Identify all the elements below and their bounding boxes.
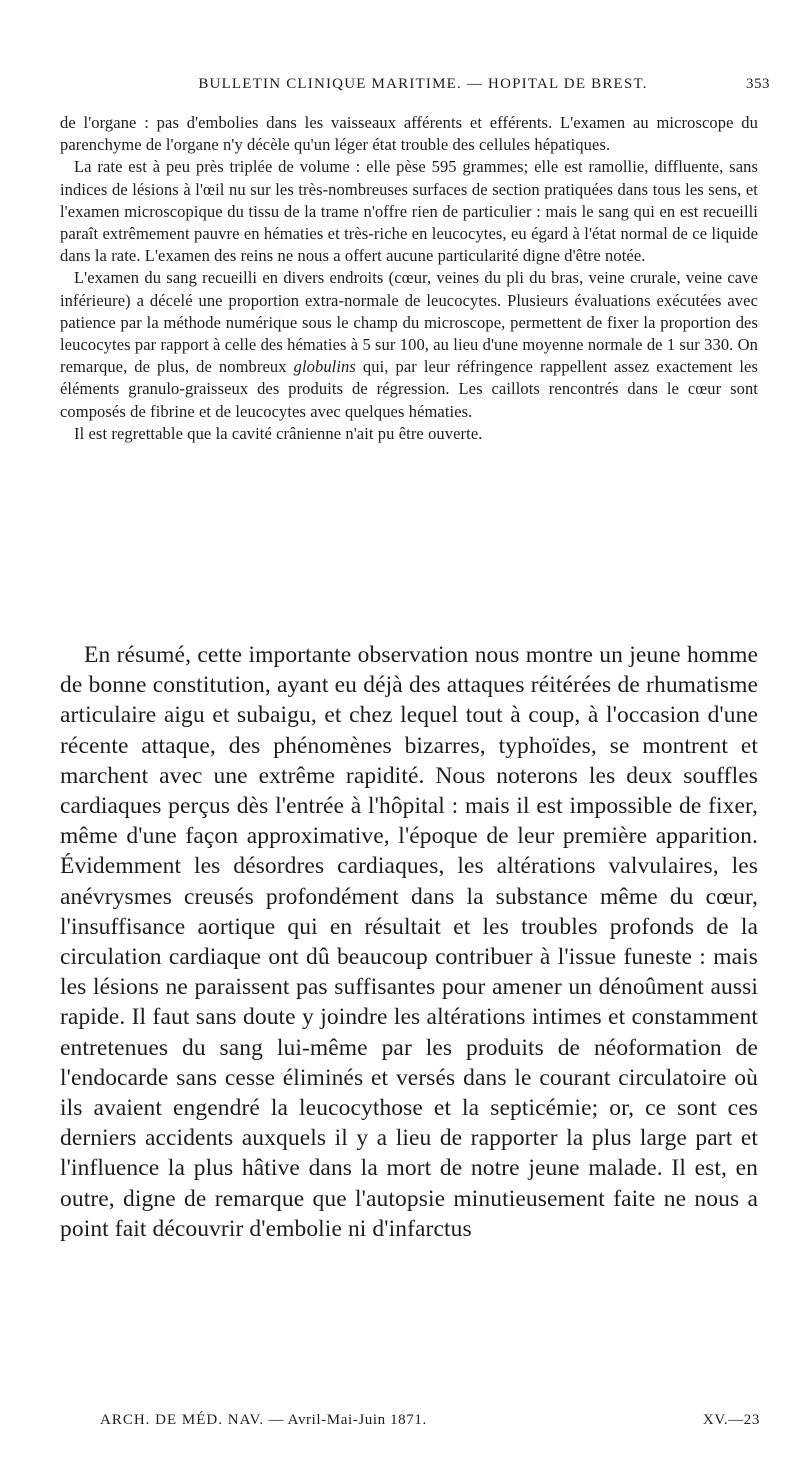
paragraph-liver: de l'organe : pas d'embolies dans les vaisseaux afférents et efférents. L'examen au microscope du parenchyme de l'organe n'y décèle qu'un léger état trouble des cellules hépatiques.	[60, 113, 758, 155]
summary-section	[60, 640, 758, 1244]
paragraph-blood	[60, 267, 758, 422]
paragraph-summary: En résumé, cette importante observation nous montre un jeune homme de bonne constitution, ayant eu déjà des attaques réitérées de rhumatisme articulaire aigu et subaigu, et chez lequel tout à coup, à l'occasion d'une récente attaque, des phénomènes bizarres, typhoïdes, se montrent et marchent avec une extrême rapidité. Nous noterons les deux souffles cardiaques perçus dès l'entrée à l'hôpital : mais il est impossible de fixer, même d'une façon approximative, l'époque de leur première apparition. Évidemment les désordres cardiaques, les altérations valvulaires, les anévrysmes creusés profondément dans la substance même du cœur, l'insuffisance aortique qui en résultait et les troubles profonds de la circulation cardiaque ont dû beaucoup contribuer à l'issue funeste : mais les lésions ne paraissent pas suffisantes pour amener un dénoûment aussi rapide. Il faut sans doute y joindre les altérations intimes et constamment entretenues du sang lui-même par les produits de néoformation de l'endocarde sans cesse éliminés et versés dans le courant circulatoire où ils avaient engendré la leucocythose et la septicémie; or, ce sont ces derniers accidents auxquels il y a lieu de rapporter la plus large part et l'influence la plus hâtive dans la mort de notre jeune malade. Il est, en outre, digne de remarque que l'autopsie minutieusement faite ne nous a point fait découvrir d'embolie ni d'infarctus	[60, 642, 758, 1242]
paragraph-blood-italic: globulins	[293, 357, 356, 377]
page-footer	[100, 1412, 760, 1429]
footer-signature: XV.—23	[702, 1412, 760, 1428]
paragraph-skull: Il est regrettable que la cavité crânienne n'ait pu être ouverte.	[74, 423, 483, 443]
footer-citation	[100, 1412, 427, 1429]
footer-journal: ARCH. DE MÉD. NAV.	[100, 1412, 265, 1428]
running-title: BULLETIN CLINIQUE MARITIME. — HOPITAL DE BREST.	[198, 76, 648, 92]
small-print-section	[60, 112, 758, 445]
paragraph-spleen: La rate est à peu près triplée de volume : elle pèse 595 grammes; elle est ramollie, diffluente, sans indices de lésions à l'œil nu sur les très-nombreuses surfaces de section pratiquées dans tous les sens, et l'examen microscopique du tissu de la trame n'offre rien de particulier : mais le sang qui en est recueilli paraît extrêmement pauvre en hématies et très-riche en leucocytes, eu égard à l'état normal de ce liquide dans la rate. L'examen des reins ne nous a offert aucune particularité digne d'être notée.	[60, 157, 758, 266]
paragraph-blood-after: qui, par leur réfringence rappellent assez exactement les éléments granulo-graisseux des produits de régression. Les caillots rencontrés dans le cœur sont composés de fibrine et de leucocytes avec quelques hématies.	[60, 357, 759, 421]
footer-date: — Avril-Mai-Juin 1871.	[268, 1412, 427, 1428]
page-number: 353	[746, 76, 770, 92]
running-header	[60, 76, 770, 93]
paragraph-blood-before: L'examen du sang recueilli en divers endroits (cœur, veines du pli du bras, veine crurale, veine cave inférieure) a décelé une proportion extra-normale de leucocytes. Plusieurs évaluations exécutées avec patience par la méthode numérique sous le champ du microscope, permettent de fixer la proportion des leucocytes par rapport à celle des hématies à 5 sur 100, au lieu d'une moyenne normale de 1 sur 330. On remarque, de plus, de nombreux	[60, 268, 758, 377]
